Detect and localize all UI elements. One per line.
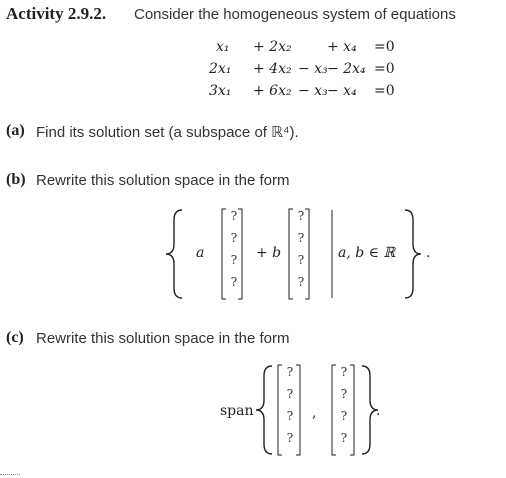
span-comma: , [312,405,317,421]
set-v1-entry: ? [230,209,238,223]
eq1-term4: + x₄ [327,39,357,55]
eq2-term2: + 4x₂ [253,61,292,77]
set-v1-entry: ? [230,253,238,267]
part-b-text: Rewrite this solution space in the form [36,172,290,189]
set-period: . [426,245,431,261]
part-c-label: (c) [6,329,24,346]
set-condition: a, b ∈ ℝ [338,245,396,261]
span-label: span [220,403,254,419]
part-c-text: Rewrite this solution space in the form [36,330,290,347]
activity-intro: Consider the homogeneous system of equations [134,6,456,23]
span-v2-entry: ? [340,409,348,423]
part-a-text: Find its solution set (a subspace of ℝ⁴). [36,124,299,141]
eq1-term1: x₁ [216,39,230,55]
span-v1-entry: ? [286,409,294,423]
set-v2-entry: ? [297,253,305,267]
span-period: . [376,403,381,419]
span-form-graphic [250,362,390,458]
set-v1-entry: ? [230,275,238,289]
span-v2-entry: ? [340,431,348,445]
span-v1-entry: ? [286,387,294,401]
right-brace-shape [405,210,421,298]
part-b-label: (b) [6,171,26,188]
part-a-label: (a) [6,122,25,139]
eq3-term3: − x₃ [298,83,328,99]
plus-b: + b [256,245,282,261]
span-left-brace-shape [256,366,272,454]
eq2-term4: − 2x₄ [327,61,366,77]
footer-divider [0,474,20,475]
eq2-term3: − x₃ [298,61,328,77]
eq1-rhs: =0 [374,39,395,55]
eq2-term1: 2x₁ [209,61,232,77]
eq3-term4: − x₄ [327,83,357,99]
left-brace-shape [166,210,182,298]
eq3-term2: + 6x₂ [253,83,292,99]
span-vector1 [282,365,298,453]
span-v1-entry: ? [286,365,294,379]
set-vector2 [293,209,309,297]
set-vector1 [226,209,242,297]
eq3-term1: 3x₁ [209,83,232,99]
set-v2-entry: ? [297,209,305,223]
eq2-rhs: =0 [374,61,395,77]
eq3-rhs: =0 [374,83,395,99]
set-v1-entry: ? [230,231,238,245]
span-v2-entry: ? [340,387,348,401]
eq1-term2: + 2x₂ [253,39,292,55]
span-vector2 [336,365,352,453]
set-v2-entry: ? [297,275,305,289]
activity-label: Activity 2.9.2. [6,4,107,23]
set-v2-entry: ? [297,231,305,245]
coef-a: a [196,245,205,261]
span-v1-entry: ? [286,431,294,445]
span-v2-entry: ? [340,365,348,379]
